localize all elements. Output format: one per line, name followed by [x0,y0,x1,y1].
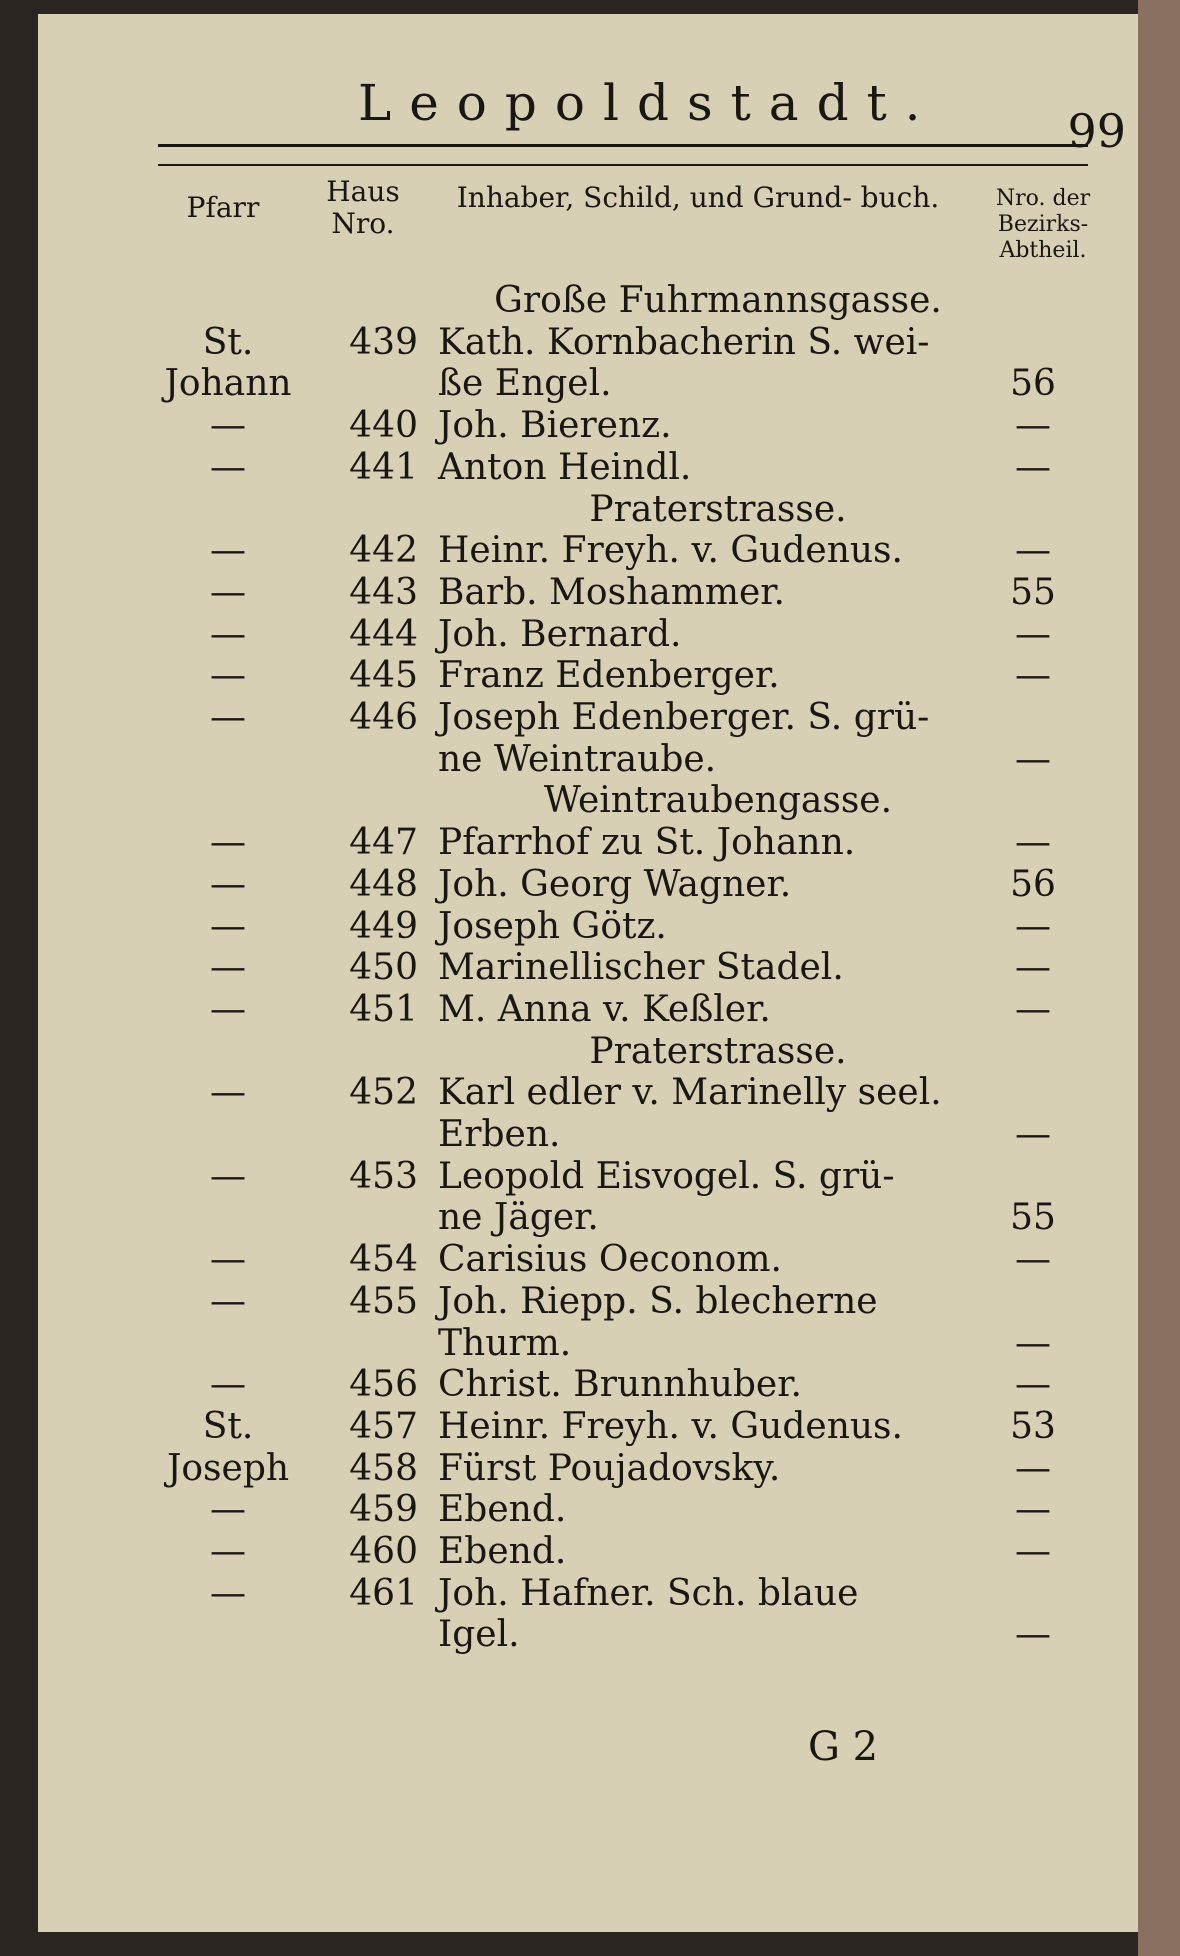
street-name: Praterstrasse. [589,1030,847,1072]
owner-cell: Joh. Bierenz. [438,405,672,447]
district-cell: — [1015,405,1051,447]
house-number-cell: 459 [349,1489,418,1531]
column-header-inhaber: Inhaber, Schild, und Grund- buch. [456,181,940,214]
table-row [38,739,1138,781]
house-number-cell: 440 [349,405,418,447]
owner-cell: Joseph Götz. [438,905,667,947]
house-number-cell: 447 [349,822,418,864]
street-name: Praterstrasse. [589,488,847,530]
parish-cell: — [210,822,246,864]
district-cell: — [1015,1489,1051,1531]
house-number-cell: 451 [349,988,418,1030]
district-cell: — [1015,988,1051,1030]
parish-cell: — [210,655,246,697]
owner-cell: Anton Heindl. [438,446,692,488]
parish-cell: Joseph [166,1447,290,1489]
table-row [38,1072,1138,1114]
street-heading [38,780,1138,822]
table-row [38,363,1138,405]
page-number: 99 [1067,104,1126,158]
owner-cell: Erben. [438,1114,561,1155]
house-number-cell: 444 [349,613,418,655]
owner-cell: Ebend. [438,1531,567,1572]
parish-cell: — [210,405,246,447]
parish-cell: — [210,947,246,989]
owner-cell: Christ. Brunnhuber. [438,1364,802,1406]
table-row [38,1614,1138,1656]
district-cell: — [1015,1239,1051,1281]
owner-cell: Joh. Bernard. [438,613,682,655]
street-heading [38,280,1138,322]
parish-cell: — [210,530,246,572]
owner-cell: M. Anna v. Keßler. [438,988,771,1030]
table-row [38,1573,1138,1615]
owner-cell: ße Engel. [438,363,612,405]
house-number-cell: 442 [349,530,418,572]
table-row [38,1239,1138,1281]
street-name: Weintraubengasse. [543,780,893,822]
house-number-cell: 455 [349,1280,418,1322]
parish-cell: — [210,905,246,947]
district-cell: 55 [1010,1197,1056,1239]
book-page [38,14,1138,1932]
owner-cell: Pfarrhof zu St. Johann. [438,822,856,864]
district-cell: — [1015,446,1051,488]
district-cell: — [1015,822,1051,864]
house-number-cell: 460 [349,1531,418,1572]
owner-cell: ne Weintraube. [438,738,717,780]
street-name: Große Fuhrmannsgasse. [494,280,942,321]
house-number-cell: 445 [349,655,418,697]
owner-cell: Joseph Edenberger. S. grü- [438,697,930,738]
table-row [38,1156,1138,1198]
table-row [38,906,1138,948]
parish-cell: — [210,988,246,1030]
owner-cell: Marinellischer Stadel. [438,947,844,989]
signature-mark: G 2 [808,1724,879,1770]
parish-cell: — [210,697,246,738]
district-cell: 56 [1010,363,1056,405]
book-spine [1138,0,1180,1956]
street-heading [38,489,1138,531]
parish-cell: St. [202,321,254,363]
table-row [38,1406,1138,1448]
table-row [38,405,1138,447]
header-rule-thin [158,164,1088,166]
house-number-cell: 446 [349,697,418,738]
owner-cell: Joh. Riepp. S. blecherne [438,1280,878,1322]
table-row [38,989,1138,1031]
table-row [38,1489,1138,1531]
street-heading [38,1031,1138,1073]
district-cell: — [1015,1322,1051,1364]
house-number-cell: 458 [349,1447,418,1489]
house-number-cell: 461 [349,1572,418,1614]
owner-cell: Joh. Georg Wagner. [438,863,792,905]
owner-cell: Joh. Hafner. Sch. blaue [438,1572,859,1614]
table-row [38,1197,1138,1239]
owner-cell: Ebend. [438,1489,567,1531]
table-row [38,1448,1138,1490]
owner-cell: Karl edler v. Marinelly seel. [438,1072,942,1114]
table-row [38,447,1138,489]
table-row [38,1323,1138,1365]
table-row [38,1364,1138,1406]
table-row [38,322,1138,364]
owner-cell: Kath. Kornbacherin S. wei- [438,321,930,363]
house-number-cell: 443 [349,571,418,613]
district-cell: 53 [1010,1405,1056,1447]
table-row [38,530,1138,572]
table-row [38,1114,1138,1156]
owner-cell: Fürst Poujadovsky. [438,1447,781,1489]
house-number-cell: 449 [349,905,418,947]
parish-cell: — [210,613,246,655]
parish-cell: — [210,863,246,905]
district-cell: — [1015,1114,1051,1155]
parish-cell: — [210,571,246,613]
district-cell: — [1015,738,1051,780]
table-row [38,864,1138,906]
house-number-cell: 456 [349,1364,418,1406]
table-row [38,947,1138,989]
house-number-cell: 448 [349,863,418,905]
house-number-cell: 457 [349,1405,418,1447]
header-rule [158,144,1088,147]
district-cell: 55 [1010,571,1056,613]
table-row [38,822,1138,864]
owner-cell: Carisius Oeconom. [438,1239,782,1281]
table-row [38,1281,1138,1323]
district-cell: — [1015,905,1051,947]
house-number-cell: 454 [349,1239,418,1281]
district-cell: — [1015,947,1051,989]
column-header-pfarr: Pfarr [186,191,260,224]
parish-cell: Johann [164,363,292,405]
owner-cell: Thurm. [438,1322,572,1364]
parish-cell: — [210,1572,246,1614]
parish-cell: — [210,1155,246,1197]
column-header-haus-nro: Haus Nro. [326,175,400,240]
parish-cell: — [210,1489,246,1531]
parish-cell: — [210,1531,246,1572]
page-title: Leopoldstadt. [358,74,939,132]
parish-cell: St. [202,1405,254,1447]
house-number-cell: 441 [349,446,418,488]
district-cell: — [1015,655,1051,697]
house-number-cell: 453 [349,1155,418,1197]
table-row [38,697,1138,739]
house-number-cell: 452 [349,1072,418,1114]
district-cell: — [1015,1614,1051,1656]
owner-cell: Heinr. Freyh. v. Gudenus. [438,1405,903,1447]
table-row [38,655,1138,697]
district-cell: — [1015,530,1051,572]
parish-cell: — [210,446,246,488]
district-cell: — [1015,613,1051,655]
district-cell: — [1015,1447,1051,1489]
owner-cell: Barb. Moshammer. [438,571,785,613]
parish-cell: — [210,1239,246,1281]
column-header-bezirk: Nro. der Bezirks- Abtheil. [995,186,1091,263]
table-row [38,1531,1138,1573]
parish-cell: — [210,1364,246,1406]
parish-cell: — [210,1072,246,1114]
table-row [38,614,1138,656]
house-number-cell: 450 [349,947,418,989]
district-cell: — [1015,1364,1051,1406]
house-number-cell: 439 [349,321,418,363]
owner-cell: Leopold Eisvogel. S. grü- [438,1155,895,1197]
owner-cell: Franz Edenberger. [438,655,780,697]
district-cell: 56 [1010,863,1056,905]
parish-cell: — [210,1280,246,1322]
owner-cell: Igel. [438,1614,520,1656]
district-cell: — [1015,1531,1051,1572]
owner-cell: ne Jäger. [438,1197,599,1239]
table-row [38,572,1138,614]
owner-cell: Heinr. Freyh. v. Gudenus. [438,530,903,572]
